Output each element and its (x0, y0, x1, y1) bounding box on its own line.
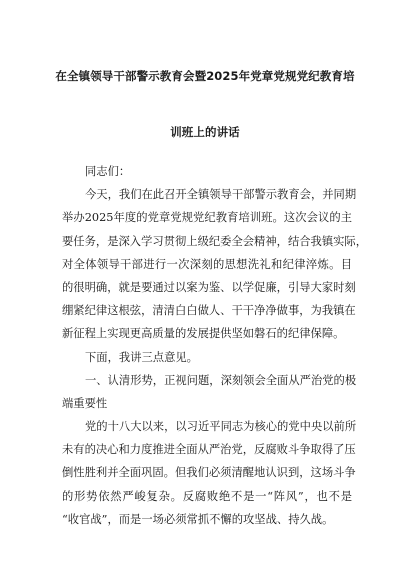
document-title-line-2: 训班上的讲话 (170, 125, 240, 139)
section-heading-1 (62, 369, 357, 415)
paragraph-line: 未有的决心和力度推进全面从严治党，反腐败斗争取得了压 (62, 443, 356, 457)
paragraph-intro-points (62, 346, 352, 369)
paragraph-line: 下面，我讲三点意见。 (85, 350, 198, 364)
paragraph-section-1 (62, 415, 357, 531)
salutation: 同志们： (85, 165, 131, 178)
heading-line: 端重要性 (62, 396, 108, 410)
heading-line: 一、认清形势，正视问题，深刻领会全面从严治党的极 (85, 373, 357, 387)
paragraph-line: 的很明确，就是要通过以案为鉴、以学促廉，引导大家时刻 (62, 280, 356, 294)
paragraph-line: 要任务，是深入学习贯彻上级纪委全会精神，结合我镇实际， (62, 234, 368, 248)
paragraph-line: 今天，我们在此召开全镇领导干部警示教育会，并同期 (85, 188, 357, 202)
paragraph-line: 的形势依然严峻复杂。反腐败绝不是一“阵风”，也不是 (62, 489, 352, 503)
paragraph-line: 对全体领导干部进行一次深刻的思想洗礼和纪律淬炼。目 (62, 257, 352, 271)
paragraph-line: 倒性胜利并全面巩固。但我们必须清醒地认识到，这场斗争 (62, 466, 356, 480)
document-body (62, 160, 368, 531)
paragraph-line: “收官战”，而是一场必须常抓不懈的攻坚战、持久战。 (62, 512, 334, 526)
paragraph-line: 绷紧纪律这根弦，清清白白做人、干干净净做事，为我镇在 (62, 304, 356, 318)
paragraph-line: 举办2025年度的党章党规党纪教育培训班。这次会议的主 (62, 211, 352, 225)
document-title-line-1: 在全镇领导干部警示教育会暨2025年党章党规党纪教育培 (55, 69, 355, 83)
paragraph-line: 新征程上实现更高质量的发展提供坚如磐石的纪律保障。 (62, 327, 345, 341)
paragraph-opening (62, 183, 368, 345)
paragraph-line: 党的十八大以来，以习近平同志为核心的党中央以前所 (85, 420, 357, 434)
